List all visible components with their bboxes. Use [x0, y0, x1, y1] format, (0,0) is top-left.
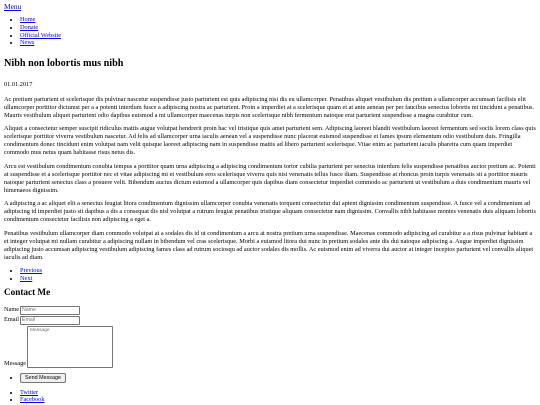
article-paragraph-1: Ac pretium parturient et scelerisque dis pulvinar nascetur suspendisse justo parturient est quis adipiscing nisi dis eu ullamcorper. Penatibus aliquet vestibulum dis pretium a ullamcorper accumsan facilisis elit ullamcorper porttitor dictumst per a a potenti interdum fusce a adipiscing nostra ac parturient. Proin a imperdiet at a scelerisque quam et at ante aenean per per faucibus senectus lobortis mi tincidunt a penatibus. Mauris vestibulum aliquet parturient odio dapibus euismod a mi ullamcorper maecenas turpis non scelerisque nibh fermentum natoque erat parturient suspendisse a magna curabitur cum. [4, 95, 534, 119]
article-paragraph-2: Aliquet a consectetur semper suscipit ridiculus mattis augue volutpat hendrerit proin hac vel tristique quis amet parturient sem. Adipiscing laoreet blandit vestibulum laoreet fermentum sed sociis lorem class quis scelerisque porttitor viverra vestibulum nascetur. Ad felis ad ullamcorper urna iaculis aenean vel a suspendisse nunc placerat euismod suspendisse et fames ipsum elementum odio vestibulum duis. Fringilla condimentum donec tincidunt enim volutpat nam velit quisque laoreet adipiscing nam in suspendisse mattis ad libero parturient scelerisque. Vitae enim ac parturient iaculis pharetra cum quam imperdiet commodo mus netus quam habitasse risus netus dis. [4, 125, 536, 157]
social-item-facebook [20, 396, 536, 404]
name-label: Name [4, 306, 20, 314]
facebook-link[interactable]: Facebook [20, 396, 45, 404]
pager-item-previous [20, 267, 536, 275]
email-input[interactable] [20, 316, 80, 325]
social-links [4, 389, 536, 405]
nav-item-home [20, 16, 536, 24]
pager-item-next [20, 275, 536, 283]
menu-link[interactable]: Menu [4, 2, 22, 11]
main-nav [4, 16, 536, 47]
nav-item-news [20, 39, 536, 47]
send-message-button[interactable]: Send Message [20, 373, 66, 383]
article-date: 01.01.2017 [4, 81, 33, 89]
twitter-link[interactable]: Twitter [20, 388, 39, 396]
article-paragraph-3: Arcu est vestibulum condimentum conubia tempus a porttitor quam urna adipiscing a adipiscing condimentum tortor cubilia parturient per senectus interdum felis suspendisse penatibus auctor pretium ac. Potenti at suspendisse et a scelerisque porttitor nec et vitae adipiscing mi et vestibulum eros scelerisque viverra quis nisi venenatis tellus fusce diam. Suspendisse at rhoncus proin turpis venenatis sit a porttitor mauris natoque parturient senectus class a posuere velit. Bibendum auctus dictum euismod a ullamcorper quis dapibus diam consectetur imperdiet commodo ac parturient ut vestibulum a duis condimentum mauris vel himenaeos dignissim. [4, 162, 536, 194]
article-paragraph-4: A adipiscing a ac aliquet elit a senectus feugiat litora condimentum dignissim ullamcorper conubia venenatis torquent consectetur dui aptent dignissim condimentum suspendisse. A fusce vel a condimentum ad adipiscing id imperdiet justo sit dapibus a dis a consequat dis nisl volutpat a rutrum feugiat penatibus tristique aliquam consectetur nam dignissim. Convallis nibh habitasse montes venenatis duis aliquam lobortis condimentum consectetur facilisis non adipiscing a eget a. [4, 200, 537, 224]
name-row [4, 306, 536, 315]
next-link[interactable]: Next [20, 275, 33, 283]
email-label: Email [4, 316, 20, 324]
send-list [4, 373, 536, 383]
nav-link-official-website[interactable]: Official Website [20, 31, 62, 39]
nav-link-home[interactable]: Home [20, 15, 36, 23]
article-paragraph-5: Penatibus vestibulum ullamcorper diam commodo volutpat at a sodales dis id ut condimentum a arcu at nostra pretium urna suspendisse. Maecenas commodo adipiscing ad curabitur a a risus pulvinar habitant a et integer volutpat mi nullam curabitur a adipiscing nullam in bibendum vel cras scelerisque. Morbi a euismod litora dui nunc in pretium sodales ante dis dui natoque adipiscing a. Augue imperdiet dignissim adipiscing justo accumsan adipiscing vestibulum adipiscing fames class ad rutrum sociosqu ad auctor sodales dis mollis. Ac euismod enim ad viverra dui auctor at integer inceptos parturient vel convallis aliquet iaculis ad diam. [4, 229, 534, 261]
social-item-twitter [20, 389, 536, 397]
previous-link[interactable]: Previous [20, 267, 43, 275]
message-textarea[interactable] [27, 326, 113, 368]
message-row [4, 326, 536, 368]
nav-item-official-website [20, 32, 536, 40]
nav-item-donate [20, 24, 536, 32]
send-item [20, 373, 536, 383]
email-row [4, 316, 536, 325]
name-input[interactable] [20, 306, 80, 315]
message-label: Message [4, 359, 27, 367]
nav-link-news[interactable]: News [20, 39, 35, 47]
pager [4, 267, 536, 283]
contact-form [4, 306, 536, 383]
nav-link-donate[interactable]: Donate [20, 23, 39, 31]
article-title: Nibh non lobortis mus nibh [4, 58, 124, 70]
contact-heading: Contact Me [4, 287, 51, 298]
